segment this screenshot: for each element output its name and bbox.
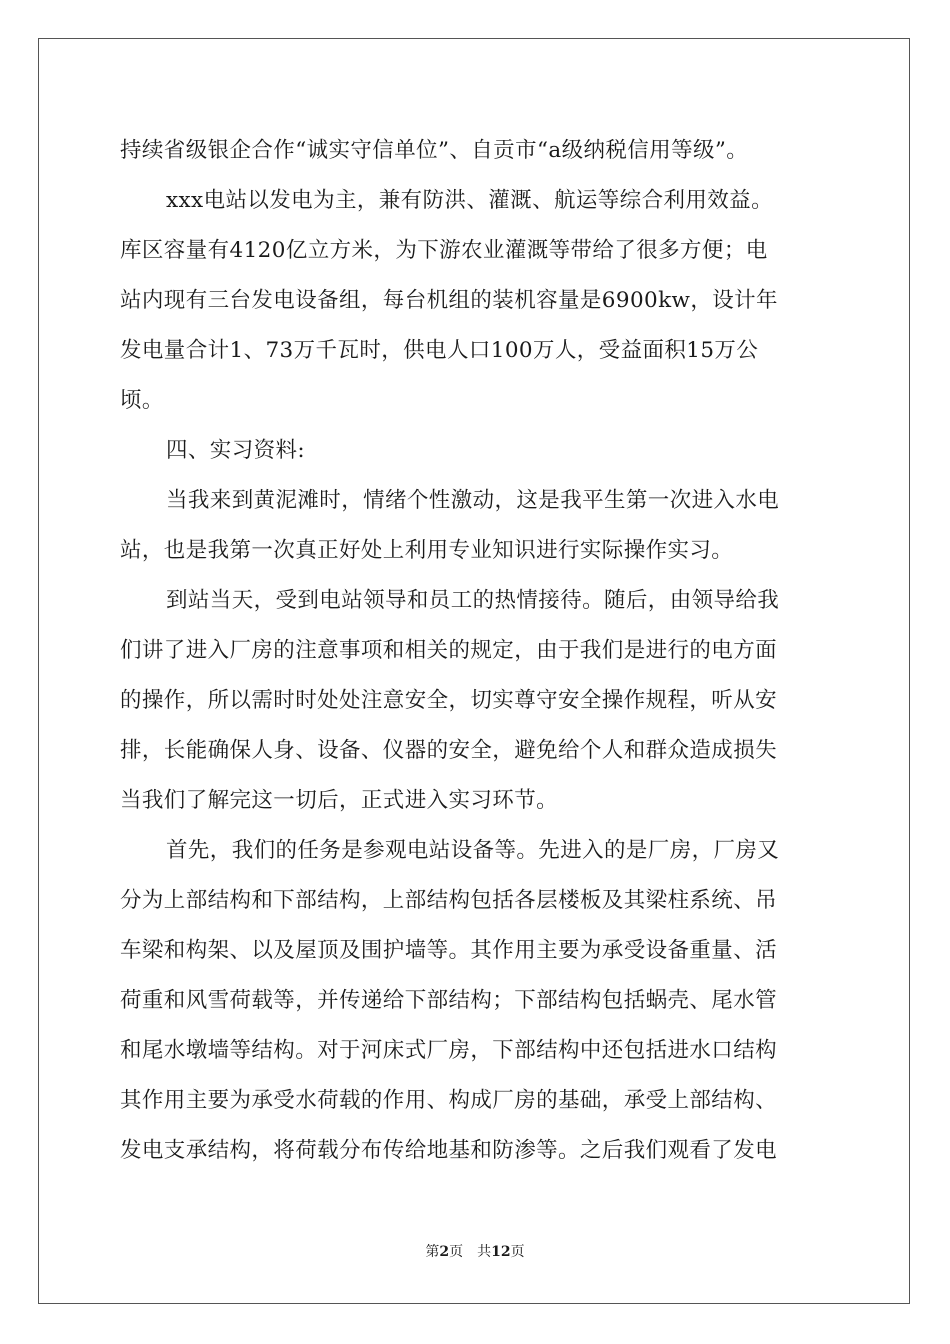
text-line: 其作用主要为承受水荷载的作用、构成厂房的基础，承受上部结构、 (120, 1088, 778, 1113)
text-line: 车梁和构架、以及屋顶及围护墙等。其作用主要为承受设备重量、活 (120, 938, 778, 963)
text-line: 荷重和风雪荷载等，并传递给下部结构；下部结构包括蜗壳、尾水管 (120, 988, 778, 1013)
text-line: 发电量合计1、73万千瓦时，供电人口100万人，受益面积15万公 (120, 338, 759, 363)
text-line: 当我来到黄泥滩时，情绪个性激动，这是我平生第一次进入水电 (166, 488, 780, 513)
text-line: 排，长能确保人身、设备、仪器的安全，避免给个人和群众造成损失 (120, 738, 778, 763)
total-label-prefix: 共 (477, 1244, 492, 1260)
text-line: 持续省级银企合作“诚实守信单位”、自贡市“a级纳税信用等级”。 (120, 138, 749, 163)
total-label-suffix: 页 (510, 1244, 525, 1260)
section-heading: 四、实习资料: (166, 438, 306, 463)
text-line: 库区容量有4120亿立方米，为下游农业灌溉等带给了很多方便；电 (120, 238, 768, 263)
text-line: 当我们了解完这一切后，正式进入实习环节。 (120, 788, 559, 813)
text-line: 分为上部结构和下部结构，上部结构包括各层楼板及其梁柱系统、吊 (120, 888, 778, 913)
total-pages: 12 (491, 1244, 511, 1260)
text-line: 到站当天，受到电站领导和员工的热情接待。随后，由领导给我 (166, 588, 780, 613)
text-line: 站内现有三台发电设备组，每台机组的装机容量是6900kw，设计年 (120, 288, 778, 313)
text-line: 顷。 (120, 388, 164, 413)
page-label-suffix: 页 (449, 1244, 464, 1260)
document-body (120, 126, 832, 1176)
page-footer (0, 1242, 950, 1262)
text-line: 们讲了进入厂房的注意事项和相关的规定，由于我们是进行的电方面 (120, 638, 778, 663)
text-line: 的操作，所以需时时处处注意安全，切实尊守安全操作规程，听从安 (120, 688, 778, 713)
page-number: 2 (439, 1244, 450, 1260)
text-line: 和尾水墩墙等结构。对于河床式厂房，下部结构中还包括进水口结构 (120, 1038, 778, 1063)
text-line: 首先，我们的任务是参观电站设备等。先进入的是厂房，厂房又 (166, 838, 780, 863)
page-label-prefix: 第 (425, 1244, 440, 1260)
text-line: 站，也是我第一次真正好处上利用专业知识进行实际操作实习。 (120, 538, 734, 563)
text-line: 发电支承结构，将荷载分布传给地基和防渗等。之后我们观看了发电 (120, 1138, 778, 1163)
text-line: xxx电站以发电为主，兼有防洪、灌溉、航运等综合利用效益。 (166, 188, 773, 213)
